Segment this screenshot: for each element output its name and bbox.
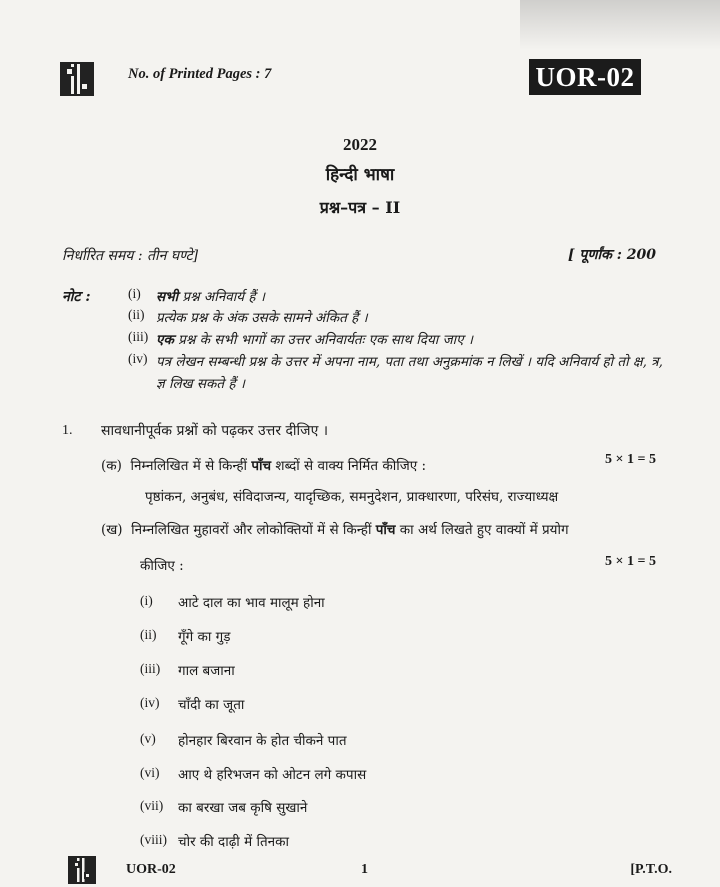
idiom-item: (iii) गाल बजाना [140, 661, 235, 679]
part-b-text-line2: कीजिए : [140, 558, 184, 574]
note-item [128, 351, 666, 395]
idiom-item: (v) होनहार बिरवान के होत चीकने पात [140, 731, 347, 749]
word-list: पृष्ठांकन, अनुबंध, संविदाजन्य, यादृच्छिक, समनुदेशन, प्राक्धारणा, परिसंघ, राज्याध्यक्ष [145, 489, 559, 505]
idiom-item: (iv) चाँदी का जूता [140, 695, 245, 713]
footer-qr-icon [70, 858, 94, 882]
idiom-item: (i) आटे दाल का भाव मालूम होना [140, 593, 325, 611]
paper-code-badge: UOR-02 [529, 59, 641, 95]
note-label: नोट : [62, 289, 91, 305]
idiom-item: (ii) गूँगे का गुड़ [140, 627, 231, 645]
max-marks: [ पूर्णांक : 200 [567, 247, 656, 263]
part-b-marks: 5 × 1 = 5 [605, 554, 656, 569]
note-item [128, 307, 666, 329]
question-stem: सावधानीपूर्वक प्रश्नों को पढ़कर उत्तर दीजिए । [101, 423, 329, 439]
exam-year: 2022 [343, 135, 377, 154]
note-number: (ii) [128, 307, 145, 322]
page-number: 1 [361, 862, 368, 877]
part-b-text: (ख) निम्नलिखित मुहावरों और लोकोक्तियों में से किन्हीं पाँच का अर्थ लिखते हुए वाक्यों में प्रयोग [101, 522, 569, 538]
note-number: (i) [128, 286, 141, 301]
question-number: 1. [62, 423, 73, 438]
idiom-item: (vii) का बरखा जब कृषि सुखाने [140, 798, 308, 816]
note-number: (iv) [128, 351, 148, 366]
part-a-marks: 5 × 1 = 5 [605, 452, 656, 467]
note-text: सभी प्रश्न अनिवार्य हैं । [156, 289, 265, 305]
note-number: (iii) [128, 329, 149, 344]
paper-title: प्रश्न–पत्र – II [319, 198, 401, 217]
note-text: प्रत्येक प्रश्न के अंक उसके सामने अंकित हैं । [156, 310, 368, 326]
note-text: एक प्रश्न के सभी भागों का उत्तर अनिवार्यतः एक साथ दिया जाए । [156, 332, 473, 348]
idiom-item: (viii) चोर की दाढ़ी में तिनका [140, 832, 290, 850]
note-item [128, 329, 666, 351]
idiom-item: (vi) आए थे हरिभजन को ओटन लगे कपास [140, 765, 367, 783]
part-a-text: (क) निम्नलिखित में से किन्हीं पाँच शब्दों से वाक्य निर्मित कीजिए : [101, 458, 427, 474]
time-allowed: निर्धारित समय : तीन घण्टे] [62, 248, 199, 264]
scan-shadow [520, 0, 720, 50]
qr-code-icon [62, 64, 92, 94]
pto-label: [P.T.O. [630, 862, 672, 877]
footer-code: UOR-02 [126, 862, 176, 877]
note-item [128, 286, 666, 308]
subject-title: हिन्दी भाषा [325, 165, 395, 185]
printed-pages: No. of Printed Pages : 7 [128, 66, 272, 82]
note-text: पत्र लेखन सम्बन्धी प्रश्न के उत्तर में अपना नाम, पता तथा अनुक्रमांक न लिखें । यदि अनिवार्य हो तो क्ष, त्र, ज्ञ लिख सकते हैं । [156, 354, 663, 392]
